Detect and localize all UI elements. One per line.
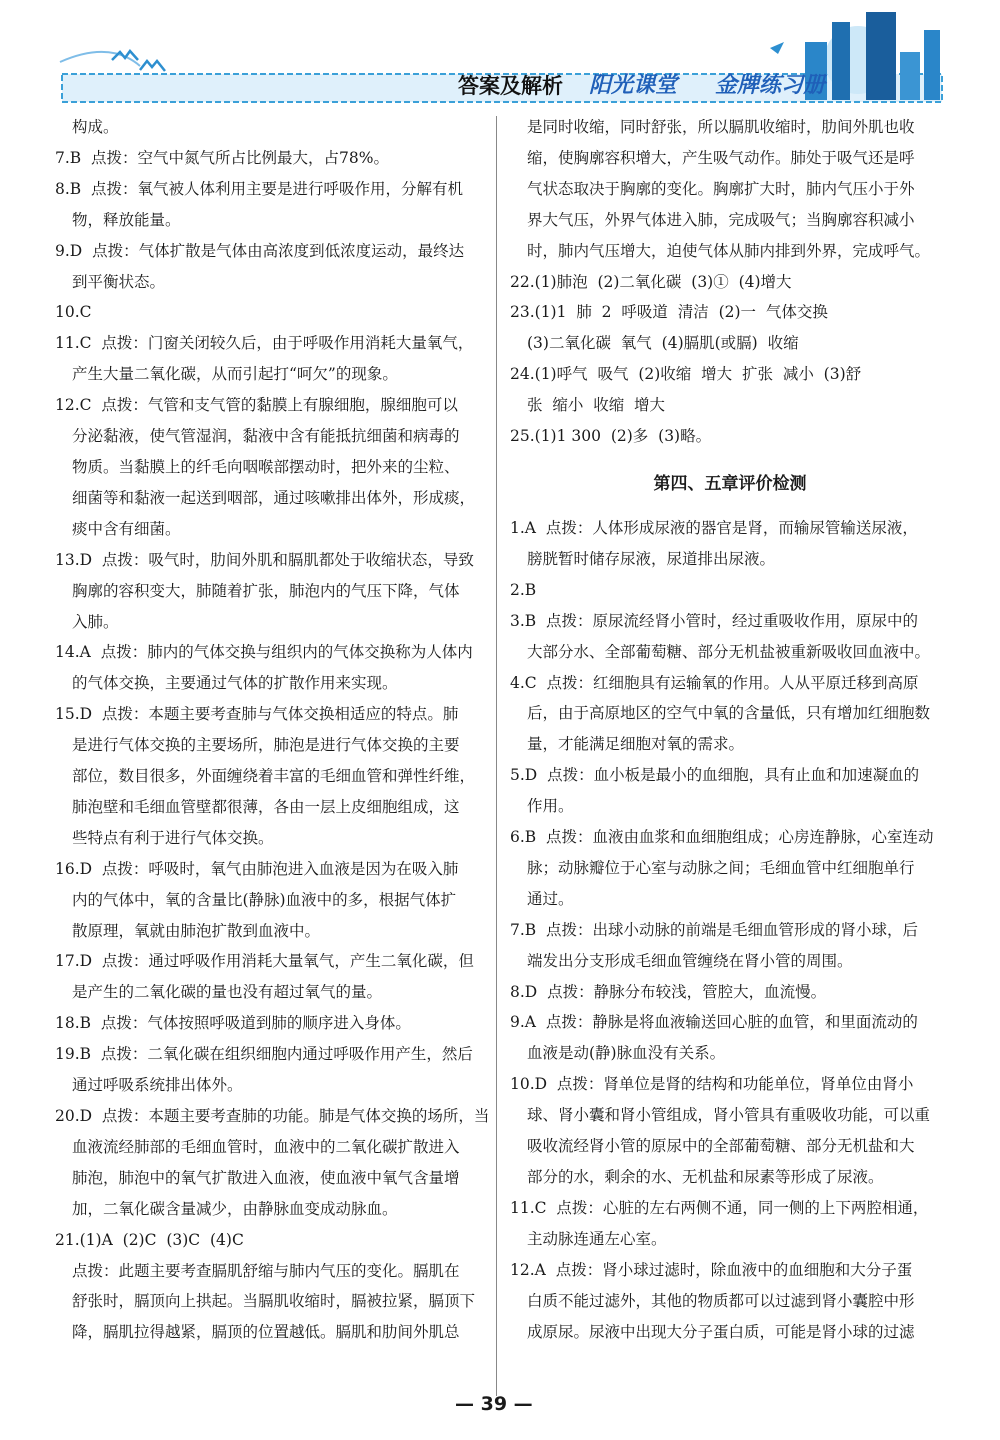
text-line: 11.C 点拨：门窗关闭较久后，由于呼吸作用消耗大量氧气， [55, 334, 474, 353]
text-line: 是进行气体交换的主要场所，肺泡是进行气体交换的主要 [72, 736, 460, 755]
text-line: 舒张时，膈顶向上拱起。当膈肌收缩时，膈被拉紧，膈顶下 [72, 1292, 476, 1311]
text-line: 血液流经肺部的毛细血管时，血液中的二氧化碳扩散进入 [72, 1137, 460, 1156]
text-line: 18.B 点拨：气体按照呼吸道到肺的顺序进入身体。 [55, 1014, 411, 1033]
text-line: 点拨：此题主要考查膈肌舒缩与肺内气压的变化。膈肌在 [72, 1261, 460, 1280]
text-line: 8.D 点拨：静脉分布较浅，管腔大，血流慢。 [510, 982, 827, 1001]
text-line: 11.C 点拨：心脏的左右两侧不通，同一侧的上下两腔相通， [510, 1198, 929, 1217]
text-line: 成原尿。尿液中出现大分子蛋白质，可能是肾小球的过滤 [527, 1322, 915, 1341]
text-line: 15.D 点拨：本题主要考查肺与气体交换相适应的特点。肺 [55, 705, 459, 724]
text-line: 22.(1)肺泡 (2)二氧化碳 (3)① (4)增大 [510, 272, 792, 291]
text-line: 的气体交换，主要通过气体的扩散作用来实现。 [72, 674, 398, 693]
text-line: 物质。当黏膜上的纤毛向咽喉部摆动时，把外来的尘粒、 [72, 457, 460, 476]
text-line: 分泌黏液，使气管湿润，黏液中含有能抵抗细菌和病毒的 [72, 427, 460, 446]
text-line: 痰中含有细菌。 [72, 519, 181, 538]
text-line: 12.A 点拨：肾小球过滤时，除血液中的血细胞和大分子蛋 [510, 1260, 913, 1279]
text-line: 7.B 点拨：空气中氮气所占比例最大，占78%。 [55, 148, 389, 167]
building-icon [900, 52, 920, 100]
text-line: 10.D 点拨：肾单位是肾的结构和功能单位，肾单位由肾小 [510, 1075, 914, 1094]
building-icon [832, 22, 850, 100]
answers-label: 答案及解析 [458, 74, 563, 98]
text-line: 肺泡壁和毛细血管壁都很薄，各由一层上皮细胞组成，这 [72, 797, 460, 816]
text-line: 白质不能过滤外，其他的物质都可以过滤到肾小囊腔中形 [527, 1291, 915, 1310]
text-line: 通过。 [527, 889, 574, 908]
text-line: 膀胱暂时储存尿液，尿道排出尿液。 [527, 549, 776, 568]
text-line: 17.D 点拨：通过呼吸作用消耗大量氧气，产生二氧化碳，但 [55, 952, 474, 971]
text-line: 5.D 点拨：血小板是最小的血细胞，具有止血和加速凝血的 [510, 766, 920, 785]
text-line: 23.(1)1 肺 2 呼吸道 清洁 (2)一 气体交换 [510, 303, 828, 322]
text-line: 时，肺内气压增大，迫使气体从肺内排到外界，完成呼气。 [527, 241, 931, 260]
text-line: 1.A 点拨：人体形成尿液的器官是肾，而输尿管输送尿液， [510, 518, 918, 537]
text-line: 界大气压，外界气体进入肺，完成吸气；当胸廓容积减小 [527, 210, 915, 229]
text-line: 部分的水，剩余的水、无机盐和尿素等形成了尿液。 [527, 1168, 884, 1186]
text-line: 散原理，氧就由肺泡扩散到血液中。 [72, 921, 321, 940]
text-line: 10.C [55, 303, 92, 322]
page-header [0, 0, 1000, 110]
text-line: 张 缩小 收缩 增大 [527, 396, 666, 415]
text-line: 产生大量二氧化碳，从而引起打“呵欠”的现象。 [72, 365, 398, 384]
text-line: 大部分水、全部葡萄糖、部分无机盐被重新吸收回血液中。 [527, 642, 931, 661]
brand-subtitle: 金牌练习册 [715, 73, 826, 98]
text-line: 吸收流经肾小管的原尿中的全部葡萄糖、部分无机盐和大 [527, 1137, 915, 1156]
text-line: 到平衡状态。 [72, 272, 166, 291]
text-line: 气状态取决于胸廓的变化。胸廓扩大时，肺内气压小于外 [527, 179, 915, 198]
text-line: 是产生的二氧化碳的量也没有超过氧气的量。 [72, 983, 383, 1002]
text-line: 8.B 点拨：氧气被人体利用主要是进行呼吸作用，分解有机 [55, 179, 464, 198]
text-line: 20.D 点拨：本题主要考查肺的功能。肺是气体交换的场所，当 [55, 1107, 490, 1125]
text-line: 作用。 [527, 797, 574, 816]
text-line: 些特点有利于进行气体交换。 [72, 828, 274, 847]
text-line: 21.(1)A (2)C (3)C (4)C [55, 1230, 244, 1249]
text-line: 入肺。 [72, 612, 119, 631]
page-number: — 39 — [455, 1393, 533, 1415]
section-title: 第四、五章评价检测 [653, 473, 807, 494]
right-answers-chapter-4-5 [510, 513, 950, 1347]
text-line: 14.A 点拨：肺内的气体交换与组织内的气体交换称为人体内 [55, 643, 473, 662]
text-line: 主动脉连通左心室。 [527, 1229, 667, 1248]
text-line: 细菌等和黏液一起送到咽部，通过咳嗽排出体外，形成痰， [72, 488, 476, 507]
bird-icon [140, 61, 165, 71]
text-line: 12.C 点拨：气管和支气管的黏膜上有腺细胞，腺细胞可以 [55, 396, 458, 415]
text-line: 24.(1)呼气 吸气 (2)收缩 增大 扩张 减小 (3)舒 [510, 365, 862, 384]
text-line: 2.B [510, 580, 537, 599]
text-line: 加，二氧化碳含量减少，由静脉血变成动脉血。 [72, 1199, 398, 1218]
text-line: 后，由于高原地区的空气中氧的含量低，只有增加红细胞数 [527, 704, 931, 723]
text-line: 25.(1)1 300 (2)多 (3)略。 [510, 427, 712, 446]
text-line: 是同时收缩，同时舒张，所以膈肌收缩时，肋间外肌也收 [527, 118, 915, 136]
plane-icon [770, 42, 784, 54]
text-line: 内的气体中，氧的含量比(静脉)血液中的多，根据气体扩 [72, 890, 457, 909]
left-column [55, 112, 490, 1348]
text-line: 9.A 点拨：静脉是将血液输送回心脏的血管，和里面流动的 [510, 1013, 918, 1032]
text-line: 构成。 [72, 118, 119, 136]
text-line: 19.B 点拨：二氧化碳在组织细胞内通过呼吸作用产生，然后 [55, 1045, 473, 1064]
text-line: 降，膈肌拉得越紧，膈顶的位置越低。膈肌和肋间外肌总 [72, 1323, 460, 1342]
text-line: 缩，使胸廓容积增大，产生吸气动作。肺处于吸气还是呼 [527, 148, 915, 167]
text-line: (3)二氧化碳 氧气 (4)膈肌(或膈) 收缩 [527, 334, 799, 353]
text-line: 16.D 点拨：呼吸时，氧气由肺泡进入血液是因为在吸入肺 [55, 859, 459, 878]
text-line: 4.C 点拨：红细胞具有运输氧的作用。人从平原迁移到高原 [510, 673, 919, 692]
text-line: 9.D 点拨：气体扩散是气体由高浓度到低浓度运动，最终达 [55, 241, 465, 260]
text-line: 物，释放能量。 [72, 210, 181, 229]
text-line: 血液是动(静)脉血没有关系。 [527, 1044, 726, 1063]
text-line: 13.D 点拨：吸气时，肋间外肌和膈肌都处于收缩状态，导致 [55, 550, 474, 569]
column-divider [496, 116, 497, 1396]
text-line: 3.B 点拨：原尿流经肾小管时，经过重吸收作用，原尿中的 [510, 611, 919, 630]
building-icon [924, 30, 940, 100]
text-line: 量，才能满足细胞对氧的需求。 [527, 735, 745, 754]
brand-title: 阳光课堂 [589, 73, 678, 98]
text-line: 6.B 点拨：血液由血浆和血细胞组成；心房连静脉，心室连动 [510, 828, 934, 847]
text-line: 肺泡，肺泡中的氧气扩散进入血液，使血液中氧气含量增 [72, 1168, 460, 1187]
text-line: 通过呼吸系统排出体外。 [72, 1076, 243, 1095]
building-icon [866, 12, 896, 100]
right-answers-continued [510, 112, 950, 452]
text-line: 脉；动脉瓣位于心室与动脉之间；毛细血管中红细胞单行 [527, 858, 915, 877]
right-column [510, 112, 950, 1347]
text-line: 球、肾小囊和肾小管组成，肾小管具有重吸收功能，可以重 [527, 1106, 931, 1125]
text-line: 部位，数目很多，外面缠绕着丰富的毛细血管和弹性纤维， [72, 767, 476, 786]
text-line: 胸廓的容积变大，肺随着扩张，肺泡内的气压下降，气体 [72, 581, 460, 600]
text-line: 7.B 点拨：出球小动脉的前端是毛细血管形成的肾小球，后 [510, 920, 919, 939]
text-line: 端发出分支形成毛细血管缠绕在肾小管的周围。 [527, 951, 853, 970]
